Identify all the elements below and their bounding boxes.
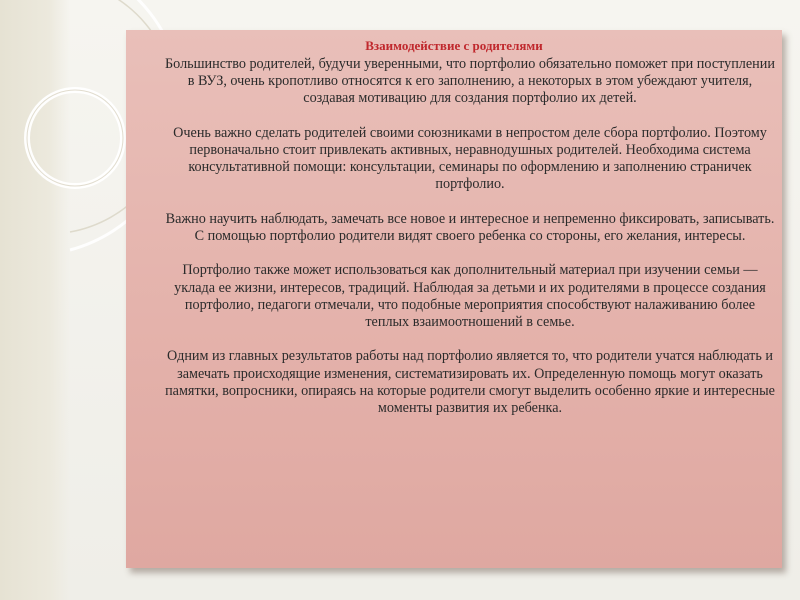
slide-title: Взаимодействие с родителями [365,38,543,53]
paragraph-3: Важно научить наблюдать, замечать все новое и интересное и непременно фиксировать, записывать. С помощью портфолио родители видят своего ребенка со стороны, его желания, интересы. [165,210,775,244]
paragraph-2: Очень важно сделать родителей своими союзниками в непростом деле сбора портфолио. Поэтому первоначально стоит привлекать активных, неравнодушных родителей. Необходима система консультативной помощи: консультации, семинары по оформлению и заполнению страничек портфолио. [173,124,767,193]
body-text [164,56,776,434]
paragraph-5: Одним из главных результатов работы над портфолио является то, что родители учатся наблюдать и замечать происходящие изменения, систематизировать их. Определенную помощь могут оказать памятки, вопросники, опираясь на которые родители смогут выделить особенно яркие и интересные моменты развития их ребенка. [165,348,775,416]
paragraph-4: Портфолио также может использоваться как дополнительный материал при изучении семьи — уклада ее жизни, интересов, традиций. Наблюдая за детьми и их родителями в процессе создания портфолио, педагоги отмечали, что подобные мероприятия способствуют налаживанию более теплых взаимоотношений в семье. [174,262,766,330]
decor-ring-small-shade [27,90,123,186]
paragraph-1: Большинство родителей, будучи уверенными, что портфолио обязательно поможет при поступлении в ВУЗ, очень кропотливо относятся к его заполнению, а некоторых в этом убеждают учителя, создавая мотивацию для создания портфолио их детей. [165,56,775,107]
content-panel [126,30,782,568]
